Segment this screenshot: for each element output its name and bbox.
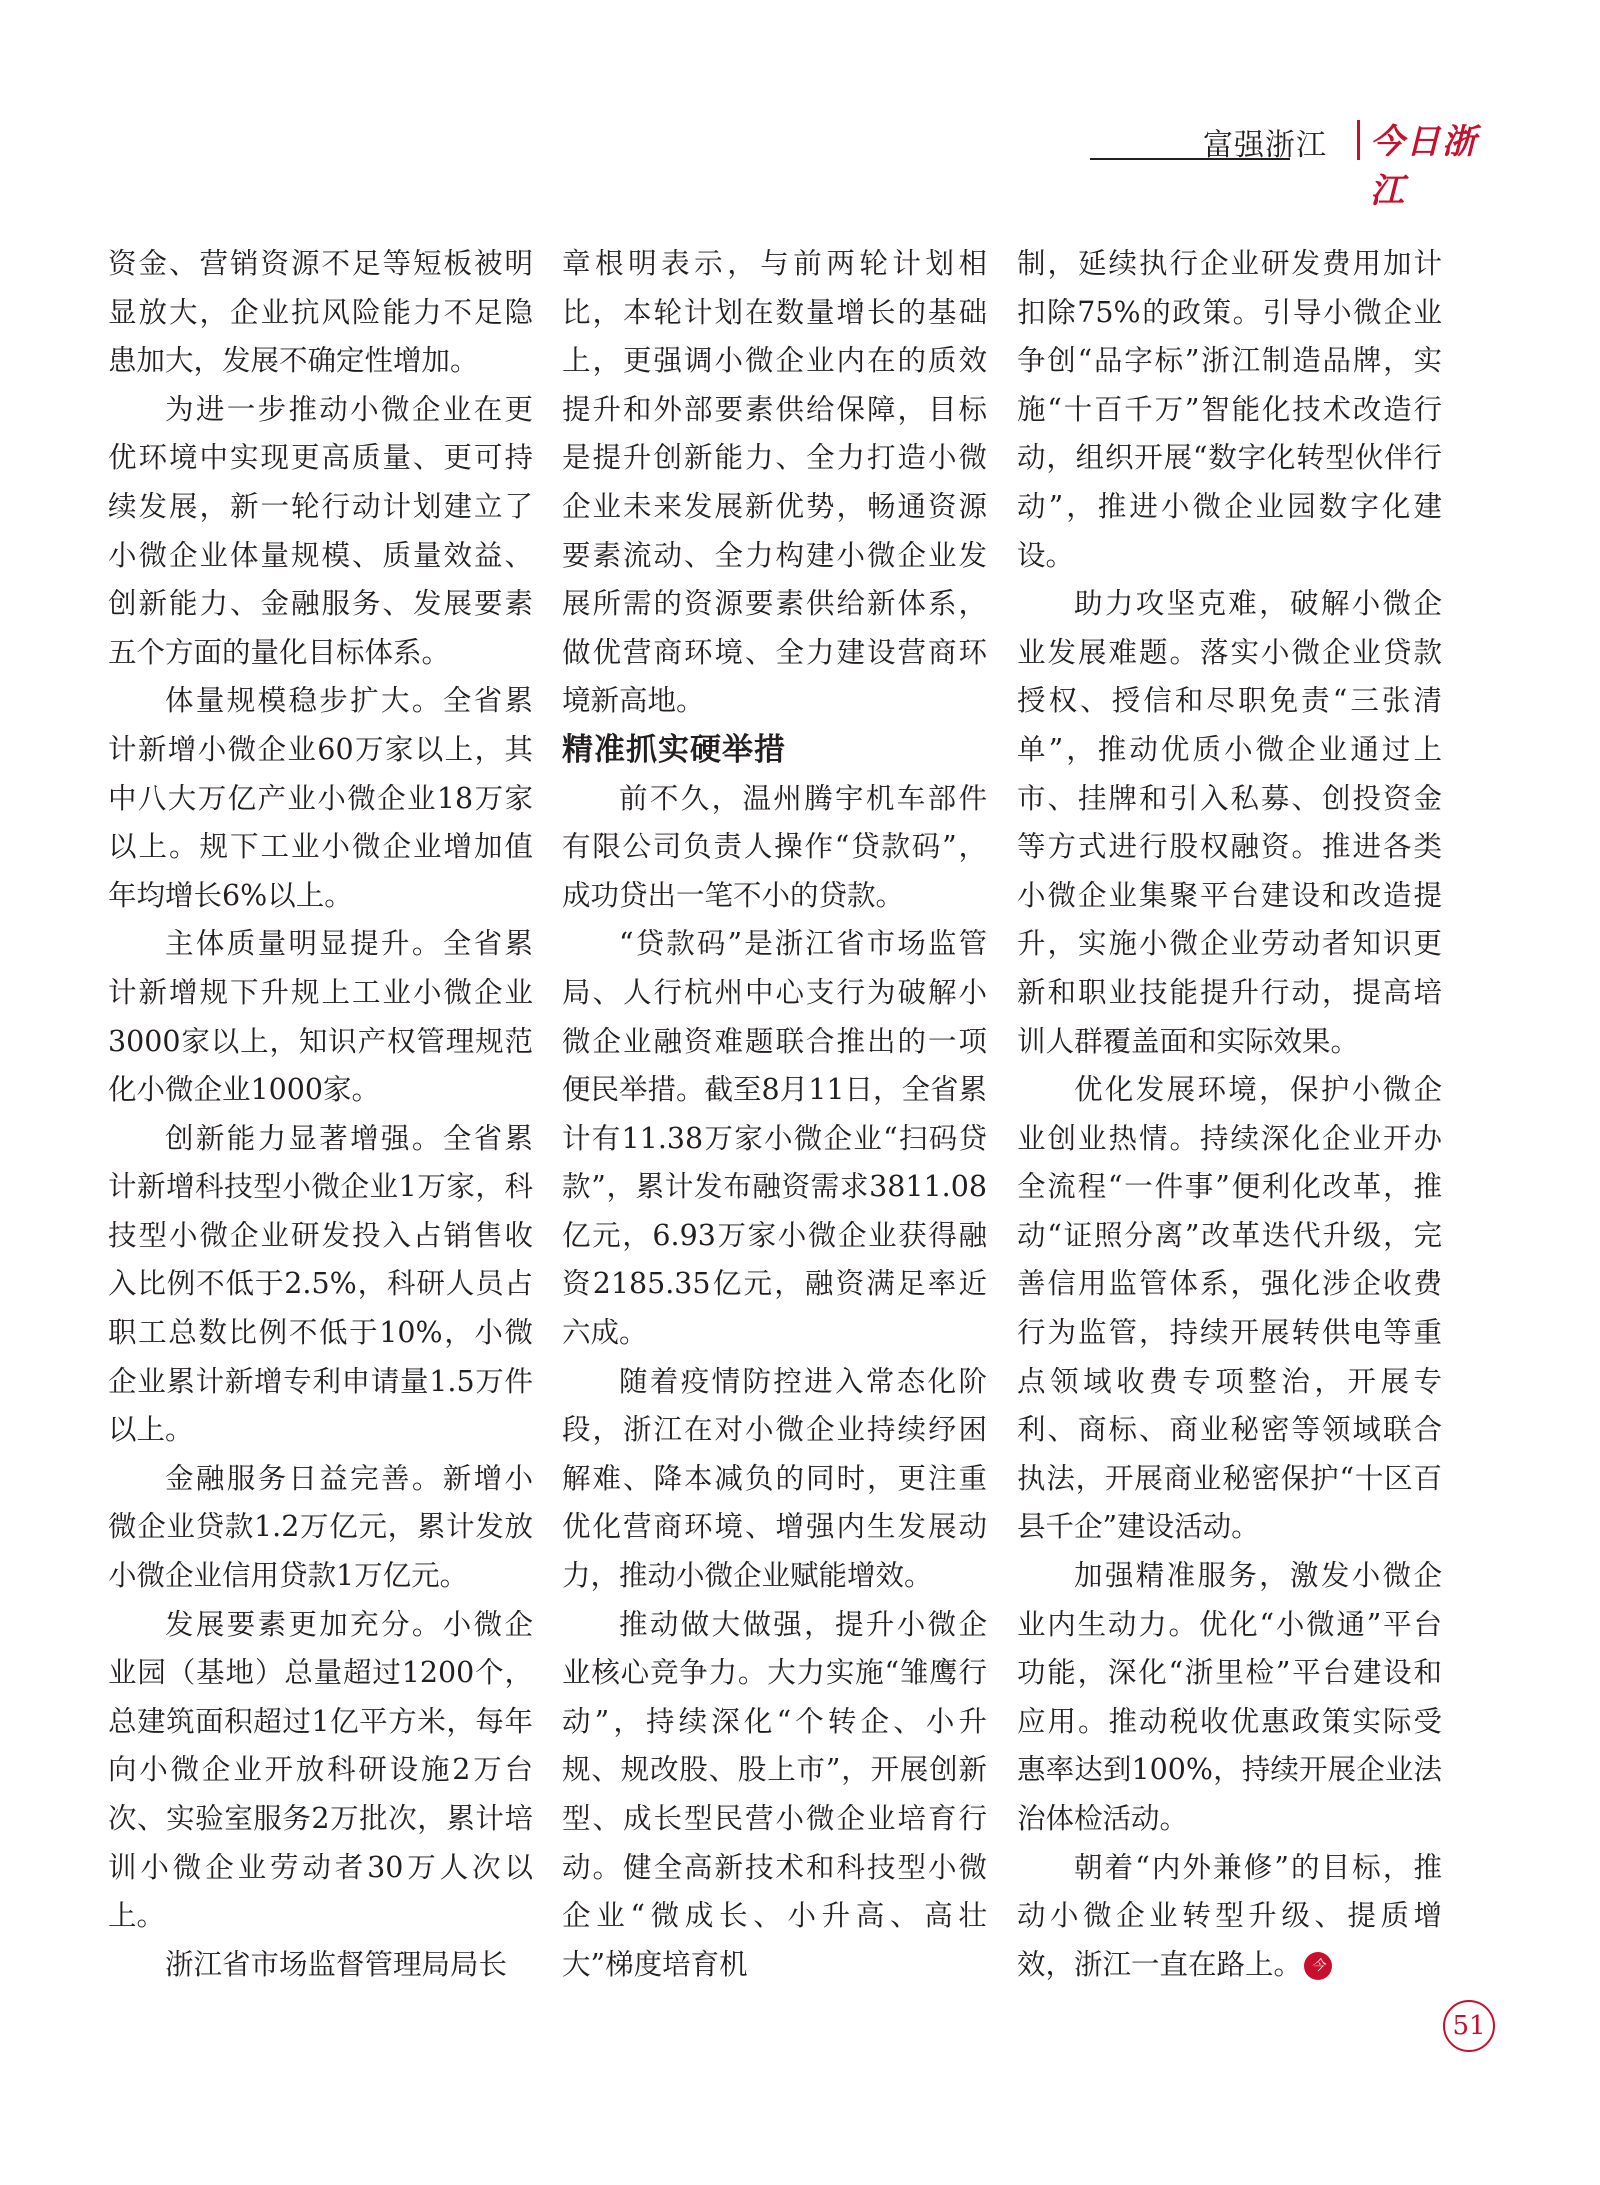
paragraph: 金融服务日益完善。新增小微企业贷款1.2万亿元，累计发放小微企业信用贷款1万亿元。 [108,1461,533,1593]
paragraph: 发展要素更加充分。小微企业园（基地）总量超过1200个，总建筑面积超过1亿平方米，每年向小微企业开放科研设施2万台次、实验室服务2万批次，累计培训小微企业劳动者30万人次以上。 [108,1607,533,1933]
paragraph: 资金、营销资源不足等短板被明显放大，企业抗风险能力不足隐患加大，发展不确定性增加。 [108,247,533,378]
magazine-logo: 今日浙江 [1370,122,1478,211]
paragraph: 主体质量明显提升。全省累计新增规下升规上工业小微企业3000家以上，知识产权管理规范化小微企业1000家。 [108,927,533,1107]
article-column-1 [108,240,533,1989]
section-name: 富强浙江 [1203,128,1327,163]
paragraph: 优化发展环境，保护小微企业创业热情。持续深化企业开办全流程“一件事”便利化改革，推动“证照分离”改革迭代升级，完善信用监管体系，强化涉企收费行为监管，持续开展转供电等重点领域收费专项整治，开展专利、商标、商业秘密等领域联合执法，开展商业秘密保护“十区百县千企”建设活动。 [1017,1073,1442,1544]
final-paragraph [1017,1844,1442,1990]
article-column-3 [1017,240,1442,1989]
paragraph: 章根明表示，与前两轮计划相比，本轮计划在数量增长的基础上，更强调小微企业内在的质效提升和外部要素供给保障，目标是提升创新能力、全力打造小微企业未来发展新优势，畅通资源要素流动、全力构建小微企业发展所需的资源要素供给新体系，做优营商环境、全力建设营商环境新高地。 [562,247,987,718]
paragraph: 助力攻坚克难，破解小微企业发展难题。落实小微企业贷款授权、授信和尽职免责“三张清单”，推动优质小微企业通过上市、挂牌和引入私募、创投资金等方式进行股权融资。推进各类小微企业集聚平台建设和改造提升，实施小微企业劳动者知识更新和职业技能提升行动，提高培训人群覆盖面和实际效果。 [1017,587,1442,1058]
paragraph: 前不久，温州腾宇机车部件有限公司负责人操作“贷款码”，成功贷出一笔不小的贷款。 [562,781,987,912]
paragraph: 加强精准服务，激发小微企业内生动力。优化“小微通”平台功能，深化“浙里检”平台建设和应用。推动税收优惠政策实际受惠率达到100%，持续开展企业法治体检活动。 [1017,1559,1442,1835]
article-column-2 [562,240,987,1989]
paragraph: 推动做大做强，提升小微企业核心竞争力。大力实施“雏鹰行动”，持续深化“个转企、小升规、规改股、股上市”，开展创新型、成长型民营小微企业培育行动。健全高新技术和科技型小微企业“微成长、小升高、高壮大”梯度培育机 [562,1607,987,1981]
paragraph: “贷款码”是浙江省市场监管局、人行杭州中心支行为破解小微企业融资难题联合推出的一项便民举措。截至8月11日，全省累计有11.38万家小微企业“扫码贷款”，累计发布融资需求3811.08亿元，6.93万家小微企业获得融资2185.35亿元，融资满足率近六成。 [562,927,987,1350]
header-separator [1357,120,1360,160]
page-header [1090,118,1485,211]
page-number: 51 [1443,2000,1495,2052]
paragraph: 浙江省市场监督管理局局长 [165,1947,508,1981]
paragraph: 创新能力显著增强。全省累计新增科技型小微企业1万家，科技型小微企业研发投入占销售收入比例不低于2.5%，科研人员占职工总数比例不低于10%，小微企业累计新增专利申请量1.5万件以上。 [108,1121,533,1447]
paragraph: 制，延续执行企业研发费用加计扣除75%的政策。引导小微企业争创“品字标”浙江制造品牌，实施“十百千万”智能化技术改造行动，组织开展“数字化转型伙伴行动”，推进小微企业园数字化建设。 [1017,247,1442,572]
paragraph: 体量规模稳步扩大。全省累计新增小微企业60万家以上，其中八大万亿产业小微企业18万家以上。规下工业小微企业增加值年均增长6%以上。 [108,684,533,912]
paragraph: 随着疫情防控进入常态化阶段，浙江在对小微企业持续纾困解难、降本减负的同时，更注重优化营商环境、增强内生发展动力，推动小微企业赋能增效。 [562,1364,987,1593]
final-paragraph-text: 朝着“内外兼修”的目标，推动小微企业转型升级、提质增效，浙江一直在路上。 [1017,1850,1442,1981]
paragraph: 为进一步推动小微企业在更优环境中实现更高质量、更可持续发展，新一轮行动计划建立了小微企业体量规模、质量效益、创新能力、金融服务、发展要素五个方面的量化目标体系。 [108,392,533,669]
section-subheading: 精准抓实硬举措 [562,731,786,768]
end-mark-icon: 今 [1304,1952,1332,1980]
